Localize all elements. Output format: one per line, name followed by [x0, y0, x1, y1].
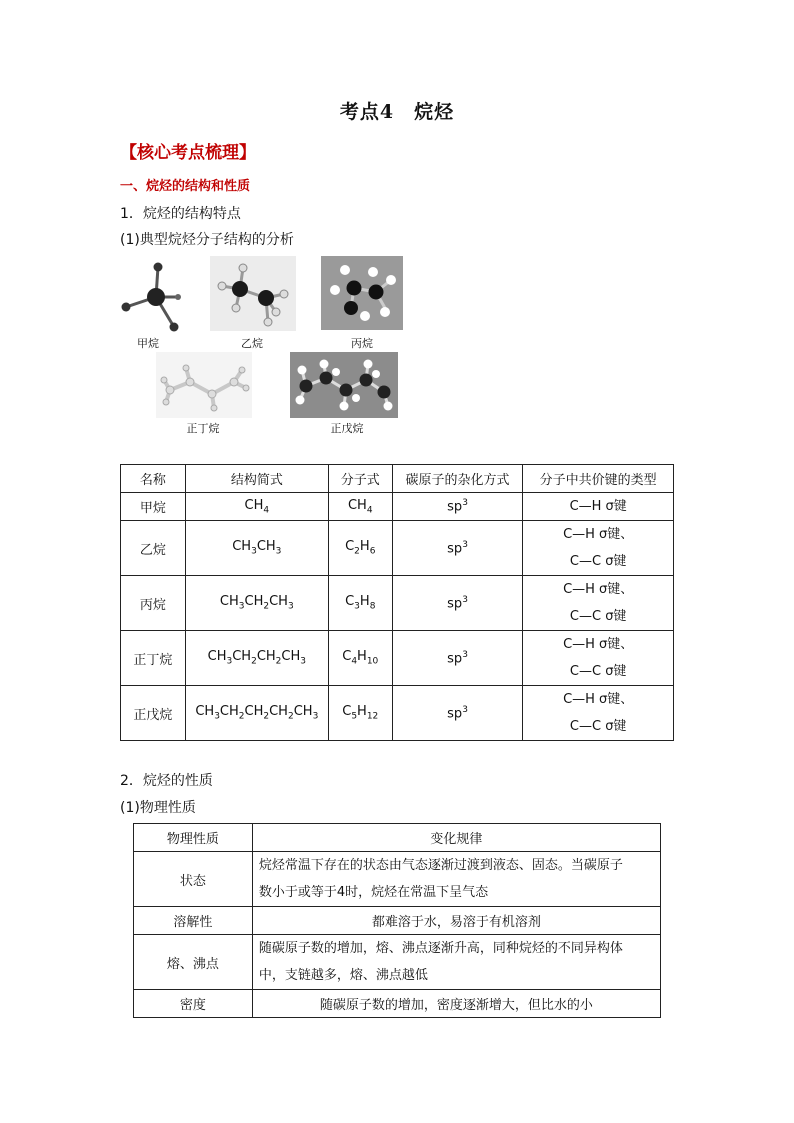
header-cell: 结构简式 [185, 465, 328, 493]
cell-molecular-formula: $C_3H_8$ [328, 576, 392, 631]
table-row [134, 907, 661, 935]
cell-property: 密度 [134, 990, 253, 1018]
caption-methane: 甲烷 [137, 337, 159, 350]
subheading-analysis: (1)典型烷烃分子结构的分析 [120, 232, 294, 248]
cell-name: 丙烷 [121, 576, 186, 631]
table-row [134, 852, 661, 907]
cell-rule [252, 935, 660, 990]
rule-line: 都难溶于水，易溶于有机溶剂 [371, 915, 541, 930]
rule-line: 烷烃常温下存在的状态由气态逐渐过渡到液态、固态。当碳原子 [258, 858, 623, 873]
table-row [134, 935, 661, 990]
bond-type-line: C—H σ键、 [563, 692, 634, 707]
subheading-properties: 2．烷烃的性质 [120, 773, 213, 789]
header-cell: 分子式 [328, 465, 392, 493]
cell-molecular-formula: $C_4H_{10}$ [328, 631, 392, 686]
caption-propane: 丙烷 [351, 337, 373, 350]
header-cell: 物理性质 [134, 824, 253, 852]
rule-line: 随碳原子数的增加，密度逐渐增大，但比水的小 [319, 998, 593, 1013]
section-heading: 一、烷烃的结构和性质 [120, 179, 251, 194]
caption-pentane: 正戊烷 [330, 422, 364, 435]
cell-structural-formula: $CH_3CH_2CH_2CH_2CH_3$ [185, 686, 328, 741]
cell-hybridization: $sp^3$ [392, 576, 523, 631]
rule-line: 中，支链越多，熔、沸点越低 [258, 968, 428, 983]
header-cell: 碳原子的杂化方式 [392, 465, 523, 493]
cell-molecular-formula: $C_5H_{12}$ [328, 686, 392, 741]
cell-name: 正丁烷 [121, 631, 186, 686]
bond-type-line: C—C σ键 [569, 719, 627, 734]
cell-structural-formula: $CH_3CH_2CH_3$ [185, 576, 328, 631]
header-cell: 名称 [121, 465, 186, 493]
methane-model-image [118, 257, 188, 337]
ethane-model-image [210, 256, 296, 331]
bond-type-line: C—C σ键 [569, 664, 627, 679]
table-row [121, 631, 674, 686]
cell-name: 甲烷 [121, 493, 186, 521]
subheading-structure: 1．烷烃的结构特点 [120, 206, 241, 222]
cell-hybridization: $sp^3$ [392, 686, 523, 741]
table-row [121, 521, 674, 576]
bond-type-line: C—H σ键、 [563, 582, 634, 597]
bond-type-line: C—H σ键 [569, 499, 627, 514]
cell-bond-types [523, 631, 674, 686]
table-row [121, 576, 674, 631]
section-banner: 【核心考点梳理】 [120, 143, 256, 163]
cell-bond-types [523, 493, 674, 521]
cell-property: 熔、沸点 [134, 935, 253, 990]
rule-line: 随碳原子数的增加，熔、沸点逐渐升高，同种烷烃的不同异构体 [258, 941, 623, 956]
caption-ethane: 乙烷 [241, 337, 263, 350]
cell-bond-types [523, 686, 674, 741]
physical-properties-table [133, 823, 661, 1018]
table-header-row [121, 465, 674, 493]
cell-property: 状态 [134, 852, 253, 907]
cell-hybridization: $sp^3$ [392, 521, 523, 576]
cell-structural-formula: $CH_4$ [185, 493, 328, 521]
cell-molecular-formula: $CH_4$ [328, 493, 392, 521]
pentane-model-image [290, 352, 398, 418]
cell-hybridization: $sp^3$ [392, 493, 523, 521]
butane-model-image [156, 352, 252, 418]
alkane-structure-table [120, 464, 674, 741]
cell-name: 正戊烷 [121, 686, 186, 741]
cell-rule [252, 990, 660, 1018]
cell-structural-formula: $CH_3CH_2CH_2CH_3$ [185, 631, 328, 686]
cell-property: 溶解性 [134, 907, 253, 935]
bond-type-line: C—C σ键 [569, 609, 627, 624]
cell-structural-formula: $CH_3CH_3$ [185, 521, 328, 576]
cell-rule [252, 852, 660, 907]
table-header-row [134, 824, 661, 852]
cell-rule [252, 907, 660, 935]
cell-molecular-formula: $C_2H_6$ [328, 521, 392, 576]
table-row [121, 493, 674, 521]
subheading-physical: (1)物理性质 [120, 800, 196, 816]
propane-model-image [321, 256, 403, 330]
rule-line: 数小于或等于4时，烷烃在常温下呈气态 [258, 885, 489, 900]
header-cell: 变化规律 [252, 824, 660, 852]
header-cell: 分子中共价键的类型 [523, 465, 674, 493]
cell-bond-types [523, 576, 674, 631]
table-row [121, 686, 674, 741]
bond-type-line: C—H σ键、 [563, 637, 634, 652]
bond-type-line: C—H σ键、 [563, 527, 634, 542]
caption-butane: 正丁烷 [186, 422, 220, 435]
cell-name: 乙烷 [121, 521, 186, 576]
table-row [134, 990, 661, 1018]
bond-type-line: C—C σ键 [569, 554, 627, 569]
cell-bond-types [523, 521, 674, 576]
page-title: 考点4 烷烃 [339, 101, 455, 123]
cell-hybridization: $sp^3$ [392, 631, 523, 686]
